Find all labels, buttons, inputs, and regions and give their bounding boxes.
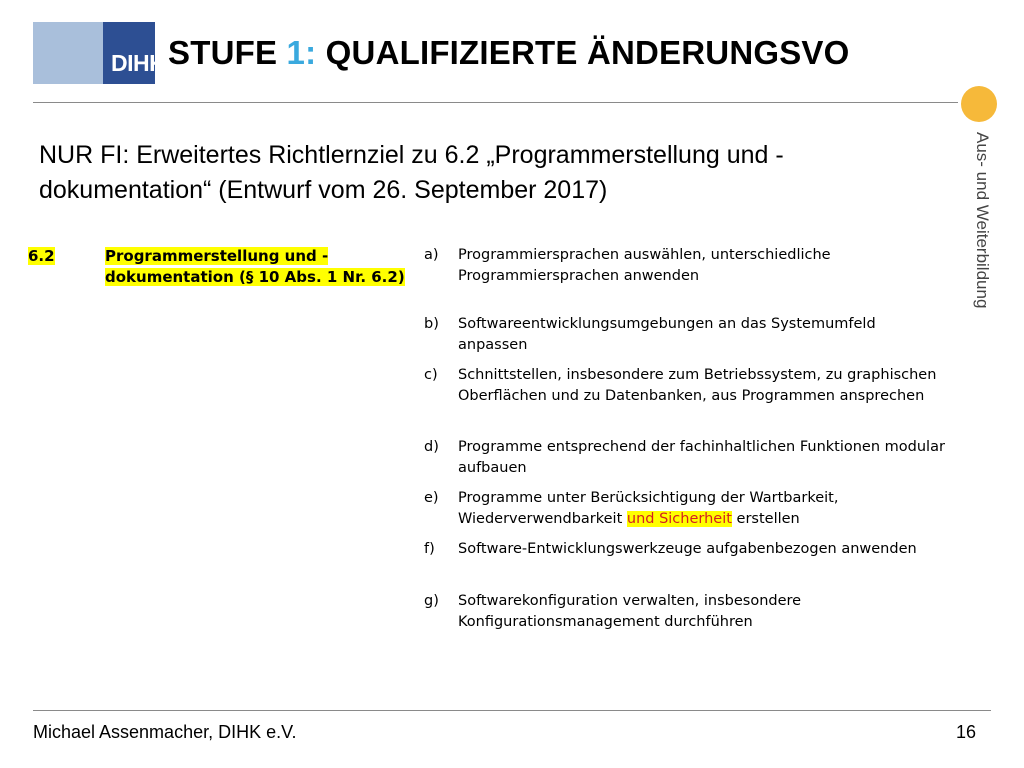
title-prefix: STUFE <box>168 34 287 71</box>
item-letter: b) <box>424 316 439 332</box>
orange-dot <box>961 86 997 122</box>
item-text: Softwareentwicklungsumgebungen an das Systemumfeld anpassen <box>458 316 876 353</box>
bottom-divider <box>33 710 991 711</box>
item-letter: e) <box>424 490 439 506</box>
title-number: 1: <box>286 34 317 71</box>
side-label: Aus- und Weiterbildung <box>973 132 992 309</box>
title-rest: QUALIFIZIERTE ÄNDERUNGSVO <box>316 34 850 71</box>
footer-author: Michael Assenmacher, DIHK e.V. <box>33 722 297 742</box>
item-letter: a) <box>424 247 439 263</box>
item-text: Programme entsprechend der fachinhaltlichen Funktionen modular aufbauen <box>458 439 945 476</box>
highlight-security: und Sicherheit <box>626 511 732 527</box>
top-divider <box>33 102 958 103</box>
item-text: Programmiersprachen auswählen, unterschiedliche Programmiersprachen anwenden <box>458 247 831 284</box>
page-number: 16 <box>956 722 977 742</box>
item-text: Softwarekonfiguration verwalten, insbesondere Konfigurationsmanagement durchführen <box>458 593 802 630</box>
dihk-logo <box>33 22 166 84</box>
item-text: Software-Entwicklungswerkzeuge aufgabenbezogen anwenden <box>458 541 917 557</box>
item-letter: g) <box>424 593 439 609</box>
logo-text: DIHK <box>111 50 166 76</box>
section-number: 6.2 <box>28 247 55 265</box>
item-letter: c) <box>424 367 438 383</box>
item-letter: d) <box>424 439 439 455</box>
item-text: Programme unter Berücksichtigung der Wartbarkeit, Wiederverwendbarkeit und Sicherheit erstellen <box>458 490 839 527</box>
item-text: Schnittstellen, insbesondere zum Betriebssystem, zu graphischen Oberflächen und zu Datenbanken, aus Programmen ansprechen <box>458 367 937 404</box>
slide-title <box>168 34 1014 72</box>
section-title: Programmerstellung und - dokumentation (§ 10 Abs. 1 Nr. 6.2) <box>105 247 405 286</box>
slide-subtitle: NUR FI: Erweitertes Richtlernziel zu 6.2 „Programmerstellung und -dokumentation“ (Entwurf vom 26. September 2017) <box>39 141 784 204</box>
item-letter: f) <box>424 541 435 557</box>
